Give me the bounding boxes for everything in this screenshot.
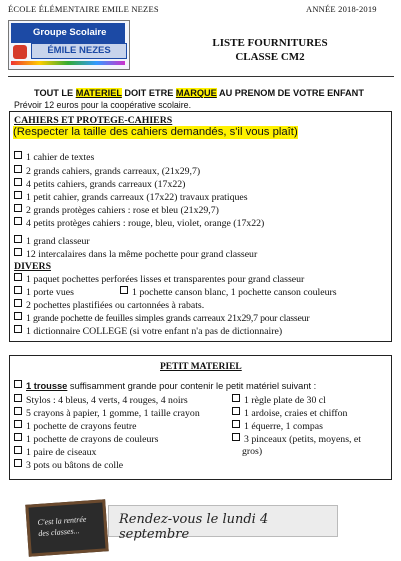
- list-item: [14, 273, 304, 285]
- item-text: 1 paire de ciseaux: [26, 447, 97, 458]
- checkbox-icon: [14, 286, 22, 294]
- cahiers-note: (Respecter la taille des cahiers demandés, s'il vous plaît): [13, 126, 298, 138]
- list-item: [14, 165, 200, 177]
- checkbox-icon: [232, 407, 240, 415]
- item-text: 1 dictionnaire COLLEGE (si votre enfant n'a pas de dictionnaire): [26, 326, 283, 337]
- item-text: 2 pochettes plastifiées ou cartonnées à rabats.: [26, 300, 205, 311]
- school-name: ÉCOLE ÉLÉMENTAIRE EMILE NEZES: [8, 4, 159, 14]
- item-text: 3 pinceaux (petits, moyens, et: [244, 434, 361, 445]
- item-text: 1 pochette de crayons feutre: [26, 421, 137, 432]
- list-item: [14, 433, 158, 445]
- item-text: 1 cahier de textes: [26, 152, 95, 163]
- list-item: [14, 394, 188, 406]
- list-item: [14, 420, 136, 432]
- logo-stripe: [11, 61, 125, 65]
- list-item: [14, 248, 257, 260]
- checkbox-icon: [14, 217, 22, 225]
- logo-mark-icon: [13, 45, 27, 59]
- checkbox-icon: [14, 407, 22, 415]
- trousse-rest: suffisamment grande pour contenir le petit matériel suivant :: [67, 381, 317, 391]
- coop-note: Prévoir 12 euros pour la coopérative scolaire.: [14, 100, 192, 110]
- page-title: LISTE FOURNITURES: [212, 37, 328, 49]
- checkbox-icon: [14, 446, 22, 454]
- list-item: [14, 235, 90, 247]
- list-item: [232, 407, 347, 419]
- checkbox-icon: [120, 286, 128, 294]
- checkbox-icon: [14, 273, 22, 281]
- list-item: [232, 433, 361, 445]
- marking-notice: [34, 88, 364, 98]
- school-logo: [8, 20, 130, 70]
- item-text: 2 grands protèges cahiers : rose et bleu (21x29,7): [26, 205, 219, 216]
- item-text: 1 grande pochette de feuilles simples grands carreaux 21x29,7 pour classeur: [26, 313, 310, 324]
- chalkboard-text: C'est la rentrée des classes...: [37, 514, 87, 539]
- checkbox-icon: [14, 204, 22, 212]
- item-text: 1 règle plate de 30 cl: [244, 395, 326, 406]
- trousse-line: [14, 380, 316, 392]
- rendezvous-text: Rendez-vous le lundi 4 septembre: [119, 512, 269, 542]
- item-text: 1 grand classeur: [26, 236, 90, 247]
- petit-materiel-heading: PETIT MATERIEL: [160, 362, 242, 372]
- list-item: [232, 420, 323, 432]
- item-text: 1 porte vues: [26, 287, 74, 298]
- trousse-bold: 1 trousse: [26, 381, 68, 391]
- notice-materiel: MATERIEL: [75, 88, 122, 98]
- item-text: 3 pots ou bâtons de colle: [26, 460, 124, 471]
- list-item-continued: gros): [242, 446, 263, 457]
- list-item: [14, 286, 74, 298]
- list-item: [14, 459, 123, 471]
- item-text: 1 paquet pochettes perforées lisses et transparentes pour grand classeur: [26, 274, 305, 285]
- list-item: [232, 394, 326, 406]
- rendezvous-banner: [108, 505, 338, 542]
- divers-heading: DIVERS: [14, 261, 52, 272]
- checkbox-icon: [232, 394, 240, 402]
- list-item: [14, 151, 94, 163]
- page-subtitle: CLASSE CM2: [235, 51, 305, 63]
- item-text: 12 intercalaires dans la même pochette pour grand classeur: [26, 249, 258, 260]
- list-item: [14, 204, 219, 216]
- item-text: 1 ardoise, craies et chiffon: [244, 408, 348, 419]
- checkbox-icon: [14, 235, 22, 243]
- logo-top-text: Groupe Scolaire: [33, 27, 107, 38]
- list-item: [14, 407, 200, 419]
- notice-part2: DOIT ETRE: [121, 88, 176, 98]
- checkbox-icon: [14, 420, 22, 428]
- item-text: 2 grands cahiers, grands carreaux, (21x29,7): [26, 166, 201, 177]
- item-text: 1 petit cahier, grands carreaux (17x22) travaux pratiques: [26, 192, 248, 203]
- list-item: [120, 286, 337, 298]
- logo-name-text: ÉMILE NEZES: [31, 43, 127, 59]
- header-divider: [8, 76, 394, 77]
- item-text: 1 pochette canson blanc, 1 pochette canson couleurs: [132, 287, 337, 298]
- notice-part3: AU PRENOM DE VOTRE ENFANT: [216, 88, 364, 98]
- list-item: [14, 178, 185, 190]
- list-item: [14, 325, 282, 337]
- checkbox-icon: [14, 394, 22, 402]
- list-item: [14, 299, 204, 311]
- list-item: [14, 191, 248, 203]
- school-year: ANNÉE 2018-2019: [306, 4, 377, 14]
- checkbox-icon: [232, 420, 240, 428]
- list-item: [14, 217, 264, 229]
- notice-marque: MARQUE: [175, 88, 217, 98]
- notice-part1: TOUT LE: [34, 88, 76, 98]
- item-text: 5 crayons à papier, 1 gomme, 1 taille crayon: [26, 408, 200, 419]
- checkbox-icon: [14, 459, 22, 467]
- checkbox-icon: [14, 325, 22, 333]
- item-text: 1 pochette de crayons de couleurs: [26, 434, 159, 445]
- checkbox-icon: [14, 248, 22, 256]
- checkbox-icon: [232, 433, 240, 441]
- checkbox-icon: [14, 380, 22, 388]
- chalkboard-image: [25, 499, 108, 556]
- checkbox-icon: [14, 312, 22, 320]
- checkbox-icon: [14, 433, 22, 441]
- checkbox-icon: [14, 178, 22, 186]
- item-text: Stylos : 4 bleus, 4 verts, 4 rouges, 4 noirs: [26, 395, 188, 406]
- item-text: 1 équerre, 1 compas: [244, 421, 323, 432]
- checkbox-icon: [14, 165, 22, 173]
- checkbox-icon: [14, 191, 22, 199]
- item-text: 4 petits protèges cahiers : rouge, bleu, violet, orange (17x22): [26, 218, 265, 229]
- checkbox-icon: [14, 299, 22, 307]
- cahiers-heading: CAHIERS ET PROTEGE-CAHIERS: [14, 115, 173, 126]
- list-item: [14, 312, 309, 324]
- item-text: 4 petits cahiers, grands carreaux (17x22): [26, 179, 186, 190]
- list-item: [14, 446, 96, 458]
- checkbox-icon: [14, 151, 22, 159]
